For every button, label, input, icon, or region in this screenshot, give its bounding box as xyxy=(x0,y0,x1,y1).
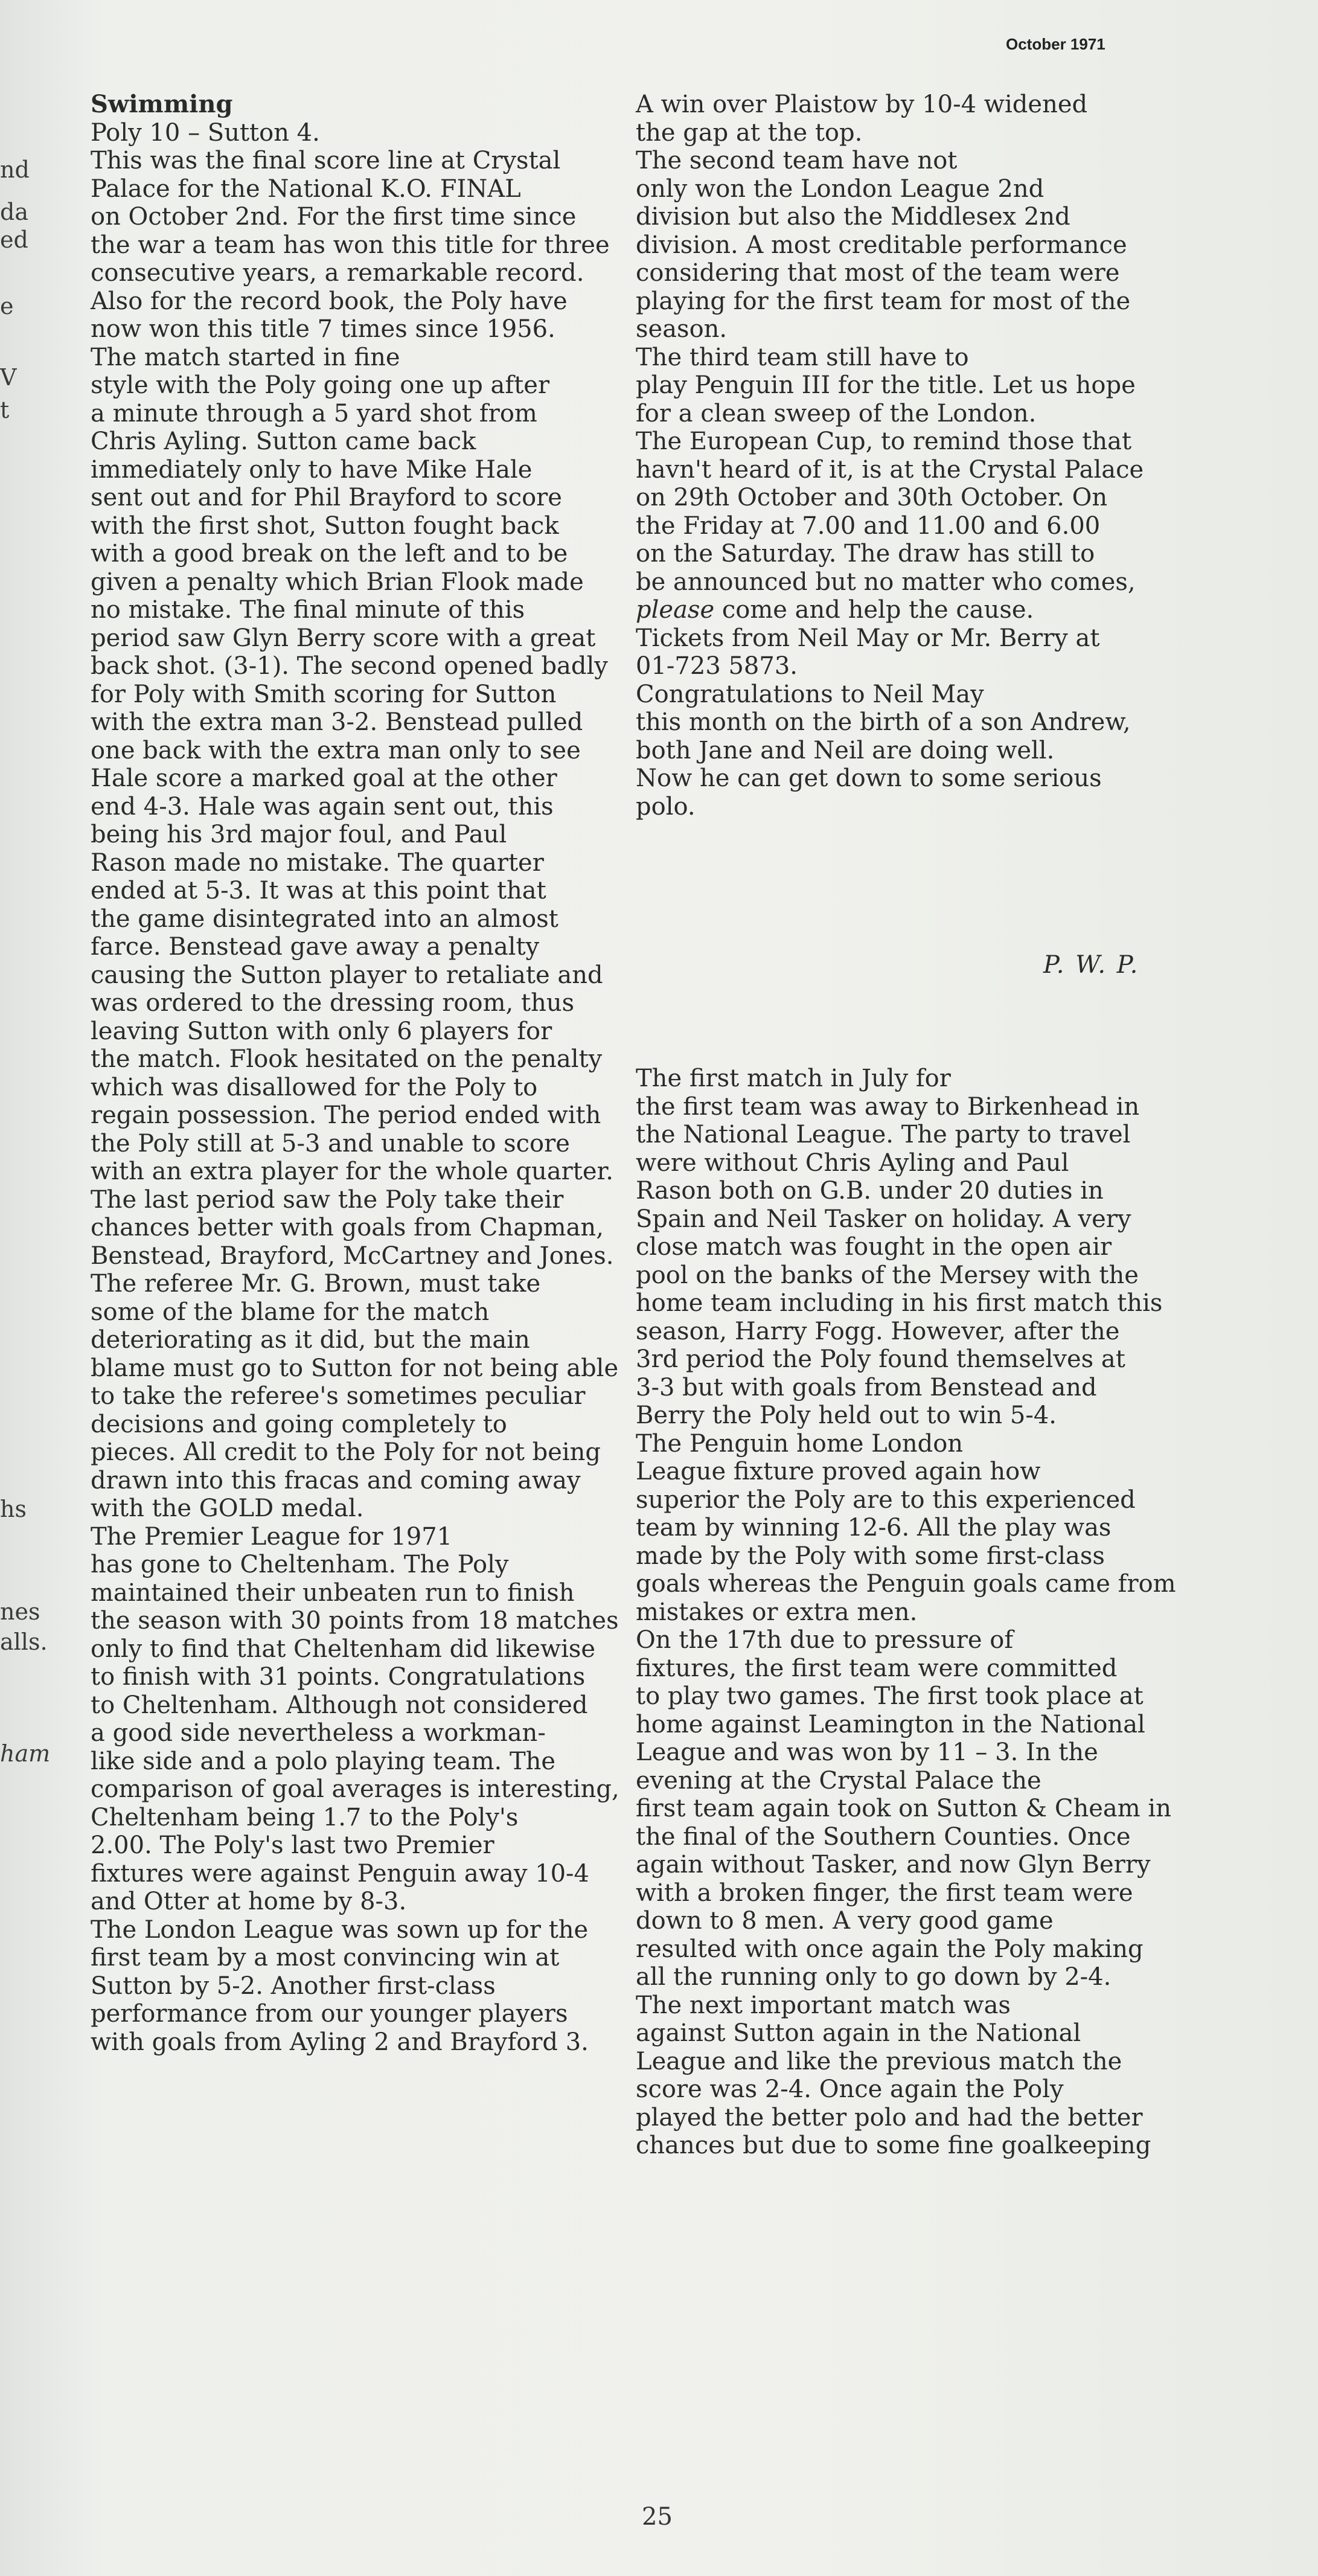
text-line: for Poly with Smith scoring for Sutton xyxy=(91,680,557,708)
text-line: back shot. (3-1). The second opened badly xyxy=(91,652,608,680)
text-line: Rason both on G.B. under 20 duties in xyxy=(636,1177,1104,1205)
right-column-text-bottom xyxy=(636,1065,1176,2160)
text-line: home against Leamington in the National xyxy=(636,1710,1145,1738)
text-line: farce. Benstead gave away a penalty xyxy=(91,933,540,961)
left-column-text xyxy=(91,119,622,2057)
margin-fragment: t xyxy=(0,397,10,423)
text-line: Tickets from Neil May or Mr. Berry at xyxy=(636,624,1100,652)
text-line: considering that most of the team were xyxy=(636,259,1120,287)
author-signature: P. W. P. xyxy=(1043,951,1140,979)
issue-date: October 1971 xyxy=(1006,35,1105,53)
text-line: both Jane and Neil are doing well. xyxy=(636,736,1055,764)
text-line: playing for the first team for most of the xyxy=(636,287,1131,315)
text-line: pool on the banks of the Mersey with the xyxy=(636,1261,1139,1289)
text-line: with the first shot, Sutton fought back xyxy=(91,511,559,540)
text-line: division. A most creditable performance xyxy=(636,231,1127,259)
text-line: resulted with once again the Poly making xyxy=(636,1935,1144,1963)
text-line: evening at the Crystal Palace the xyxy=(636,1766,1041,1795)
text-line: Chris Ayling. Sutton came back xyxy=(91,428,476,455)
text-line: to play two games. The first took place at xyxy=(636,1682,1144,1710)
text-line: score was 2-4. Once again the Poly xyxy=(636,2075,1064,2103)
text-line: pieces. All credit to the Poly for not being xyxy=(91,1438,601,1466)
text-line: The Premier League for 1971 xyxy=(91,1522,453,1551)
text-line: made by the Poly with some first-class xyxy=(636,1542,1105,1570)
text-line: end 4-3. Hale was again sent out, this xyxy=(91,792,554,821)
text-line: The last period saw the Poly take their xyxy=(91,1185,564,1214)
please-rest: come and help the cause. xyxy=(714,596,1034,624)
text-line: drawn into this fracas and coming away xyxy=(91,1466,581,1495)
text-line: goals whereas the Penguin goals came from xyxy=(636,1570,1176,1598)
text-line: the season with 30 points from 18 matches xyxy=(91,1607,619,1635)
text-line: 3rd period the Poly found themselves at xyxy=(636,1345,1125,1373)
right-column xyxy=(636,91,1167,821)
text-line: fixtures, the first team were committed xyxy=(636,1654,1118,1682)
please-word: please xyxy=(636,596,715,624)
text-line: ended at 5-3. It was at this point that xyxy=(91,877,546,905)
text-line: fixtures were against Penguin away 10-4 xyxy=(91,1859,589,1888)
margin-fragment: ed xyxy=(0,226,28,253)
margin-fragment: e xyxy=(0,293,14,319)
page-number: 25 xyxy=(642,2503,673,2531)
text-line: to Cheltenham. Although not considered xyxy=(91,1691,588,1719)
margin-fragment: V xyxy=(0,364,17,391)
text-line: style with the Poly going one up after xyxy=(91,371,550,399)
text-line: The London League was sown up for the xyxy=(91,1915,589,1944)
text-line: period saw Glyn Berry score with a great xyxy=(91,624,596,652)
text-line: On the 17th due to pressure of xyxy=(636,1626,1014,1654)
text-line: performance from our younger players xyxy=(91,2000,568,2028)
text-line: for a clean sweep of the London. xyxy=(636,399,1037,428)
text-line: decisions and going completely to xyxy=(91,1410,507,1438)
text-line: has gone to Cheltenham. The Poly xyxy=(91,1551,509,1578)
text-line: with a broken finger, the first team were xyxy=(636,1879,1133,1907)
text-line: Benstead, Brayford, McCartney and Jones. xyxy=(91,1242,614,1270)
text-line: season, Harry Fogg. However, after the xyxy=(636,1317,1120,1345)
text-line: play Penguin III for the title. Let us hope xyxy=(636,371,1136,399)
text-line: the Friday at 7.00 and 11.00 and 6.00 xyxy=(636,511,1101,540)
text-line: deteriorating as it did, but the main xyxy=(91,1326,530,1354)
text-line: only to find that Cheltenham did likewise xyxy=(91,1635,596,1663)
text-line: sent out and for Phil Brayford to score xyxy=(91,484,562,511)
text-line: Also for the record book, the Poly have xyxy=(91,287,568,315)
section-heading: Swimming xyxy=(91,90,233,118)
text-line: home team including in his first match this xyxy=(636,1289,1163,1317)
text-line: season. xyxy=(636,315,728,343)
text-line: with an extra player for the whole quarter. xyxy=(91,1158,613,1185)
text-line: the first team was away to Birkenhead in xyxy=(636,1092,1140,1121)
text-line: team by winning 12-6. All the play was xyxy=(636,1514,1112,1542)
text-line: consecutive years, a remarkable record. xyxy=(91,259,584,287)
text-line: A win over Plaistow by 10-4 widened xyxy=(636,91,1088,118)
text-line: first team by a most convincing win at xyxy=(91,1944,560,1972)
text-line: this month on the birth of a son Andrew, xyxy=(636,708,1131,736)
text-line: The next important match was xyxy=(636,1991,1011,2019)
text-line: no mistake. The final minute of this xyxy=(91,596,525,624)
text-line: against Sutton again in the National xyxy=(636,2019,1081,2047)
text-line: This was the final score line at Crystal xyxy=(91,147,561,175)
text-line: Now he can get down to some serious xyxy=(636,764,1102,792)
text-line: mistakes or extra men. xyxy=(636,1598,918,1626)
text-line: the gap at the top. xyxy=(636,118,863,147)
text-line: Sutton by 5-2. Another first-class xyxy=(91,1972,496,2000)
text-line: down to 8 men. A very good game xyxy=(636,1907,1054,1935)
right-column-second-section xyxy=(636,1065,1176,2160)
margin-fragment: alls. xyxy=(0,1629,48,1655)
text-line: Hale score a marked goal at the other xyxy=(91,764,557,792)
text-line: Poly 10 – Sutton 4. xyxy=(91,118,320,147)
text-line: Cheltenham being 1.7 to the Poly's xyxy=(91,1803,519,1831)
text-line: The match started in fine xyxy=(91,343,400,371)
please-line xyxy=(636,596,1167,624)
text-line: League and was won by 11 – 3. In the xyxy=(636,1738,1098,1766)
text-line: was ordered to the dressing room, thus xyxy=(91,989,575,1017)
text-line: polo. xyxy=(636,792,696,821)
text-line: the game disintegrated into an almost xyxy=(91,905,558,933)
text-line: blame must go to Sutton for not being able xyxy=(91,1354,619,1382)
text-line: a good side nevertheless a workman- xyxy=(91,1719,546,1747)
text-line: and Otter at home by 8-3. xyxy=(91,1888,407,1915)
text-line: comparison of goal averages is interesting, xyxy=(91,1775,619,1803)
right-column-text-top xyxy=(636,91,1167,596)
text-line: on October 2nd. For the first time since xyxy=(91,203,577,231)
text-line: chances better with goals from Chapman, xyxy=(91,1214,604,1242)
text-line: superior the Poly are to this experienced xyxy=(636,1485,1136,1514)
text-line: Congratulations to Neil May xyxy=(636,680,984,708)
text-line: immediately only to have Mike Hale xyxy=(91,455,533,484)
text-line: with a good break on the left and to be xyxy=(91,540,568,568)
left-column xyxy=(91,91,622,2056)
text-line: leaving Sutton with only 6 players for xyxy=(91,1017,552,1045)
text-line: again without Tasker, and now Glyn Berry xyxy=(636,1851,1151,1879)
text-line: to finish with 31 points. Congratulations xyxy=(91,1663,586,1691)
margin-fragment: hs xyxy=(0,1496,27,1522)
text-line: one back with the extra man only to see xyxy=(91,736,581,764)
margin-fragment: ham xyxy=(0,1740,51,1767)
text-line: first team again took on Sutton & Cheam in xyxy=(636,1795,1171,1822)
text-line: The second team have not xyxy=(636,147,958,175)
text-line: division but also the Middlesex 2nd xyxy=(636,203,1070,231)
text-line: all the running only to go down by 2-4. xyxy=(636,1963,1112,1991)
text-line: maintained their unbeaten run to finish xyxy=(91,1578,575,1607)
text-line: 01-723 5873. xyxy=(636,652,798,680)
text-line: The Penguin home London xyxy=(636,1429,964,1458)
text-line: 3-3 but with goals from Benstead and xyxy=(636,1373,1097,1402)
text-line: chances but due to some fine goalkeeping xyxy=(636,2132,1151,2159)
right-column-text-after xyxy=(636,624,1167,821)
text-line: Rason made no mistake. The quarter xyxy=(91,848,544,877)
text-line: The referee Mr. G. Brown, must take xyxy=(91,1270,541,1298)
text-line: be announced but no matter who comes, xyxy=(636,568,1136,596)
margin-fragment: nes xyxy=(0,1598,40,1625)
text-line: 2.00. The Poly's last two Premier xyxy=(91,1831,494,1859)
text-line: the war a team has won this title for three xyxy=(91,231,610,259)
text-line: regain possession. The period ended with xyxy=(91,1101,601,1129)
text-line: with goals from Ayling 2 and Brayford 3. xyxy=(91,2028,589,2056)
text-line: The third team still have to xyxy=(636,343,969,371)
text-line: Palace for the National K.O. FINAL xyxy=(91,175,521,203)
text-line: given a penalty which Brian Flook made xyxy=(91,568,584,596)
text-line: now won this title 7 times since 1956. xyxy=(91,315,555,343)
text-line: The European Cup, to remind those that xyxy=(636,428,1132,455)
text-line: being his 3rd major foul, and Paul xyxy=(91,821,507,848)
text-line: havn't heard of it, is at the Crystal Palace xyxy=(636,455,1144,484)
text-line: were without Chris Ayling and Paul xyxy=(636,1149,1069,1177)
text-line: some of the blame for the match xyxy=(91,1298,490,1326)
text-line: played the better polo and had the better xyxy=(636,2103,1143,2132)
text-line: Spain and Neil Tasker on holiday. A very xyxy=(636,1205,1131,1233)
margin-fragment: da xyxy=(0,199,28,225)
text-line: Berry the Poly held out to win 5-4. xyxy=(636,1402,1057,1429)
text-line: close match was fought in the open air xyxy=(636,1233,1112,1261)
margin-fragment: nd xyxy=(0,156,30,183)
text-line: causing the Sutton player to retaliate and xyxy=(91,961,603,989)
text-line: with the extra man 3-2. Benstead pulled xyxy=(91,708,583,736)
text-line: on 29th October and 30th October. On xyxy=(636,484,1108,511)
text-line: only won the London League 2nd xyxy=(636,175,1044,203)
text-line: to take the referee's sometimes peculiar xyxy=(91,1382,586,1410)
text-line: the final of the Southern Counties. Once xyxy=(636,1822,1131,1851)
text-line: League and like the previous match the xyxy=(636,2047,1122,2075)
text-line: League fixture proved again how xyxy=(636,1458,1041,1485)
text-line: like side and a polo playing team. The xyxy=(91,1747,556,1775)
text-line: with the GOLD medal. xyxy=(91,1495,364,1522)
text-line: the match. Flook hesitated on the penalty xyxy=(91,1045,603,1073)
text-line: the Poly still at 5-3 and unable to score xyxy=(91,1129,570,1158)
text-line: The first match in July for xyxy=(636,1065,951,1092)
text-line: which was disallowed for the Poly to xyxy=(91,1073,538,1101)
text-line: the National League. The party to travel xyxy=(636,1121,1131,1149)
text-line: a minute through a 5 yard shot from xyxy=(91,399,537,428)
text-line: on the Saturday. The draw has still to xyxy=(636,540,1095,568)
